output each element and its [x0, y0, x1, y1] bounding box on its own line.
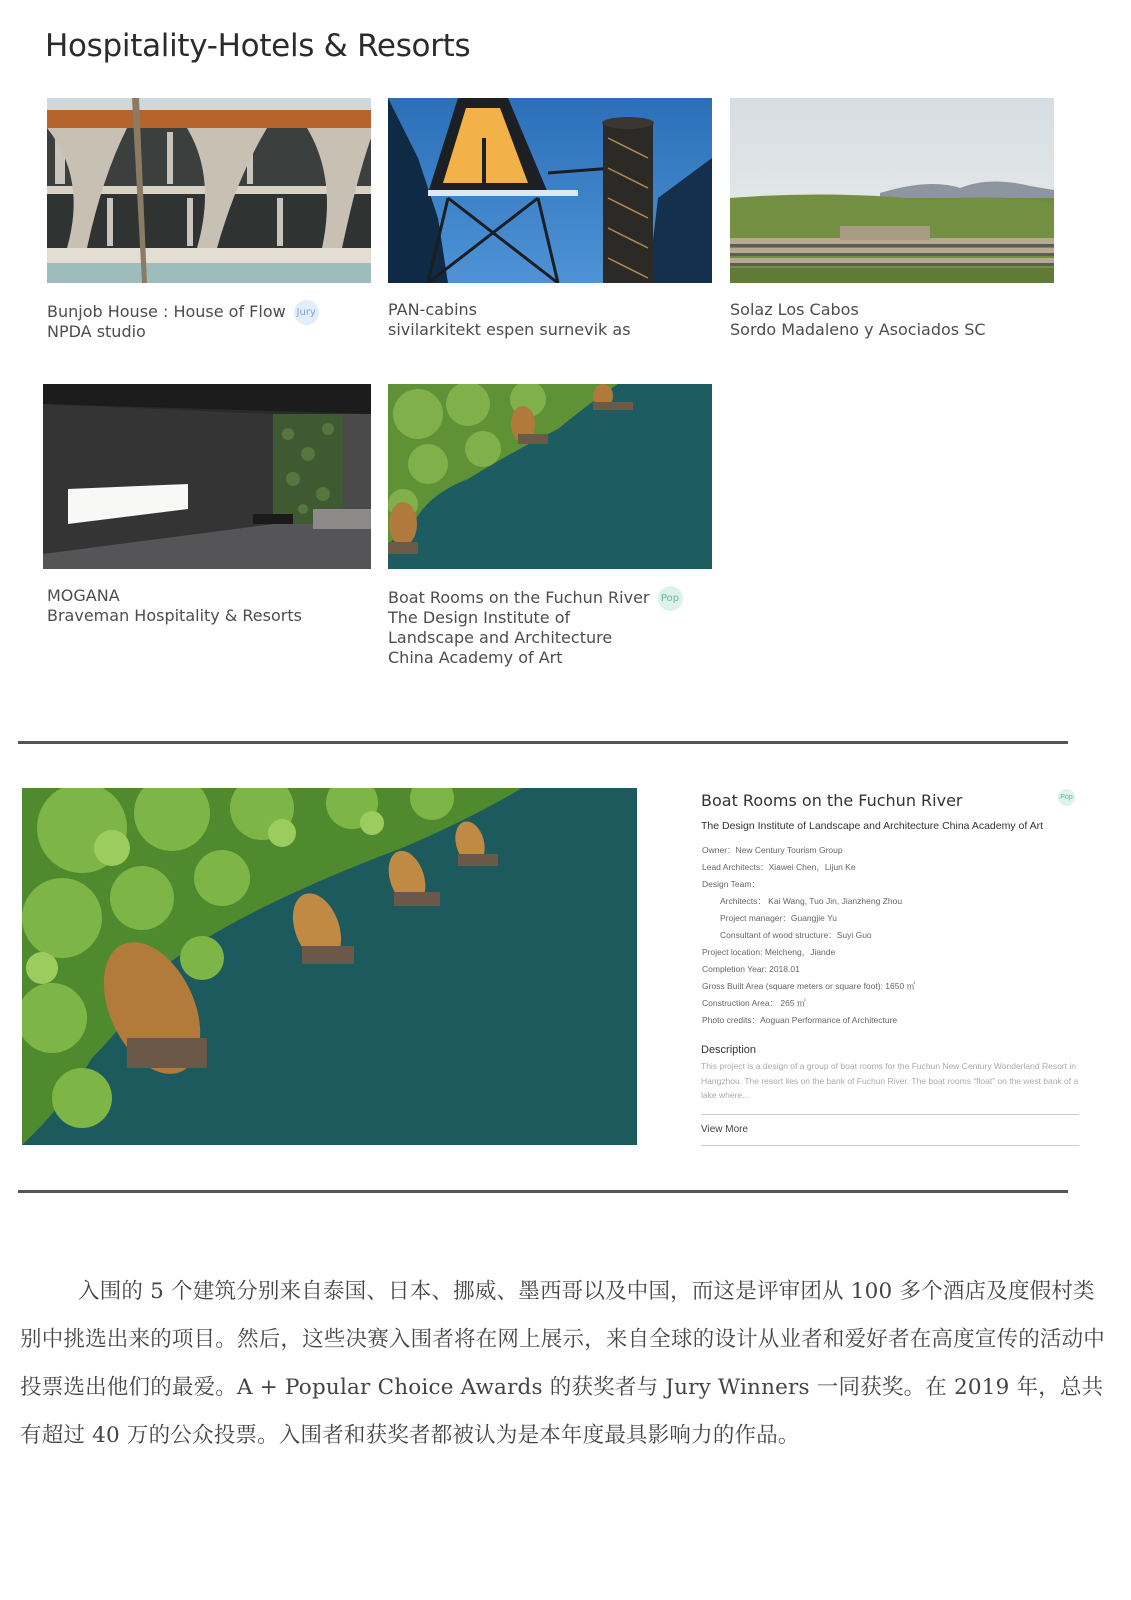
view-more-divider — [701, 1145, 1079, 1146]
description-divider — [701, 1114, 1079, 1115]
pop-badge: Pop — [658, 586, 683, 611]
info-project-manager: Project manager：Guangjie Yu — [720, 913, 838, 923]
section-divider — [18, 1190, 1068, 1193]
info-architects: Architects： Kai Wang, Tuo Jin, Jianzheng Zhou — [720, 896, 903, 906]
card-studio: Sordo Madaleno y Asociados SC — [730, 320, 986, 339]
card-caption-boat-rooms — [388, 586, 683, 668]
info-completion-year: Completion Year: 2018.01 — [702, 964, 800, 974]
card-image-pan-cabins[interactable] — [388, 98, 712, 283]
card-caption-solaz-los-cabos — [730, 300, 986, 340]
article-paragraph: 入围的 5 个建筑分别来自泰国、日本、挪威、墨西哥以及中国，而这是评审团从 100 多个酒店及度假村类别中挑选出来的项目。然后，这些决赛入围者将在网上展示，来自全球的设计从业者和爱好者在高度宣传的活动中投票选出他们的最爱。A + Popular Choice Awards 的获奖者与 Jury Winners 一同获奖。在 2019 年，总共有超过 40 万的公众投票。入围者和获奖者都被认为是本年度最具影响力的作品。 — [20, 1279, 1106, 1448]
card-image-bunjob-house[interactable] — [47, 98, 371, 283]
info-photo-credits: Photo credits：Aoguan Performance of Architecture — [702, 1015, 898, 1025]
info-gross-built-area: Gross Built Area (square meters or square foot): 1650 ㎡ — [702, 981, 916, 991]
detail-title[interactable]: Boat Rooms on the Fuchun River — [701, 791, 963, 810]
card-caption-mogana — [47, 586, 302, 626]
detail-info-list — [702, 842, 915, 1029]
card-studio-line: China Academy of Art — [388, 648, 563, 667]
info-design-team: Design Team： — [702, 879, 760, 889]
card-studio-line: The Design Institute of — [388, 608, 571, 627]
card-title[interactable]: Solaz Los Cabos — [730, 300, 859, 319]
card-image-solaz-los-cabos[interactable] — [730, 98, 1054, 283]
detail-image-boat-rooms[interactable] — [22, 788, 637, 1145]
card-caption-bunjob-house — [47, 300, 319, 342]
info-owner: Owner：New Century Tourism Group — [702, 845, 843, 855]
info-construction-area: Construction Area： 265 ㎡ — [702, 998, 806, 1008]
info-lead-architects: Lead Architects：Xiawei Chen，Lijun Ke — [702, 862, 856, 872]
view-more-link[interactable]: View More — [701, 1124, 749, 1135]
pop-badge: Pop — [1058, 789, 1075, 806]
card-studio-line: Landscape and Architecture — [388, 628, 613, 647]
description-heading: Description — [701, 1044, 757, 1056]
card-studio: sivilarkitekt espen surnevik as — [388, 320, 631, 339]
jury-badge: Jury — [294, 300, 319, 325]
section-divider — [18, 741, 1068, 744]
card-studio: Braveman Hospitality & Resorts — [47, 606, 302, 625]
card-caption-pan-cabins — [388, 300, 631, 340]
card-title[interactable]: Boat Rooms on the Fuchun River — [388, 588, 650, 607]
detail-subtitle: The Design Institute of Landscape and Architecture China Academy of Art — [701, 820, 1044, 832]
card-image-boat-rooms[interactable] — [388, 384, 712, 569]
card-title[interactable]: Bunjob House : House of Flow — [47, 302, 286, 321]
description-text: This project is a design of a group of boat rooms for the Fuchun New Century Wonderland Resort in Hangzhou. The resort lies on the bank of Fuchun River. The boat rooms “float” on the west bank of a lake where... — [701, 1061, 1079, 1100]
section-title: Hospitality-Hotels & Resorts — [45, 28, 471, 64]
card-title[interactable]: PAN-cabins — [388, 300, 477, 319]
info-project-location: Project location: Meicheng，Jiande — [702, 947, 836, 957]
card-image-mogana[interactable] — [43, 384, 371, 569]
card-studio: NPDA studio — [47, 322, 146, 341]
info-wood-consultant: Consultant of wood structure：Suyi Guo — [720, 930, 872, 940]
card-title[interactable]: MOGANA — [47, 586, 120, 605]
